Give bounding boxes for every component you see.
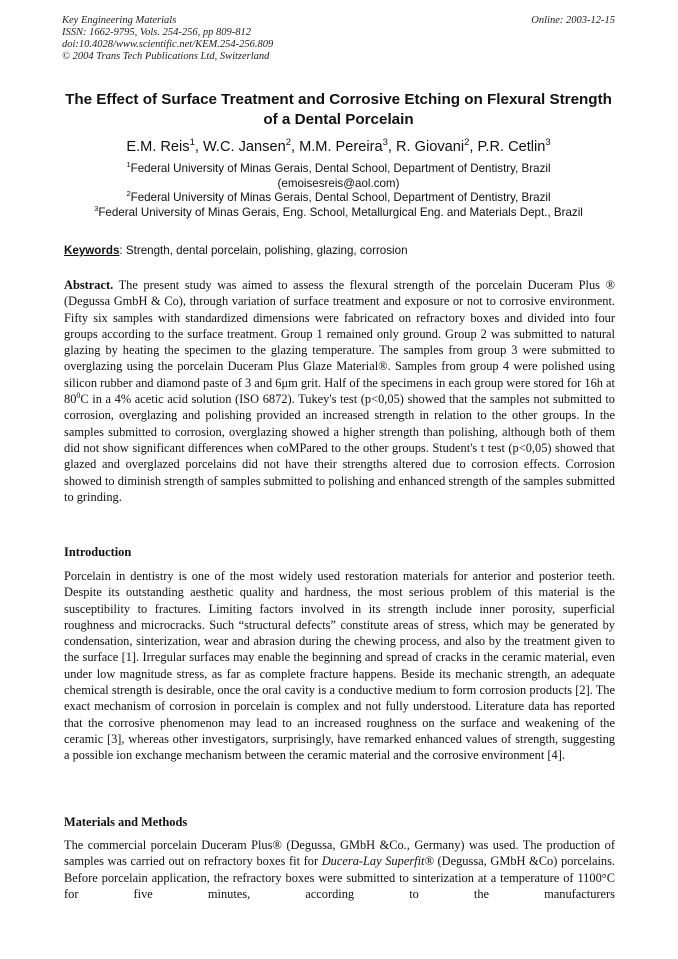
keywords-text: Strength, dental porcelain, polishing, glazing, corrosion [125, 244, 408, 257]
product-name: Ducera-Lay Superfit® [321, 854, 434, 869]
author: P.R. Cetlin$^3$ [477, 137, 551, 155]
keywords-label: Keywords [64, 244, 120, 257]
paper-title: The Effect of Surface Treatment and Corrosive Etching on Flexural Strength of a Dental Porcelain [65, 91, 612, 128]
journal-name: Key Engineering Materials [62, 15, 177, 26]
contact-email: (emoisesreis@aol.com) [277, 176, 400, 190]
abstract-label: Abstract. [64, 278, 114, 292]
keywords: Keywords: Strength, dental porcelain, polishing, glazing, corrosion [64, 244, 408, 257]
journal-header [62, 15, 615, 63]
affiliation: $^3$Federal University of Minas Gerais, Eng. School, Metallurgical Eng. and Materials Dept., Brazil [94, 203, 583, 219]
abstract-text-cont: C in a 4% acetic acid solution (ISO 6872). Tukey's test (p<0,05) showed that the samples not submitted to corrosion, overglazing and polishing provided an increased strength in relation to the other groups. In the samples submitted to corrosion, overglazing showed a higher strength than polishing, although both of them did not show significant differences when coMPared to the other groups. Student's t test (p<0,05) showed that glazed and overglazed porcelains did not have their strengths altered due to corrosion effects. Corrosion showed to diminish strength of samples submitted to polishing and enhanced strength of the samples submitted to grinding. [64, 392, 615, 504]
abstract [64, 277, 615, 505]
author: E.M. Reis$^1$ [126, 137, 195, 155]
author: W.C. Jansen$^2$ [202, 137, 291, 155]
affiliation: $^1$Federal University of Minas Gerais, Dental School, Department of Dentistry, Brazil [126, 160, 551, 175]
doi-line: doi:10.4028/www.scientific.net/KEM.254-256.809 [62, 39, 274, 50]
issn-line: ISSN: 1662-9795, Vols. 254-256, pp 809-812 [62, 27, 251, 38]
affiliations [62, 162, 615, 220]
methods-heading: Materials and Methods [64, 815, 188, 829]
online-date: Online: 2003-12-15 [531, 15, 615, 26]
author-list: E.M. Reis$^1$, W.C. Jansen$^2$, M.M. Pereira$^3$, R. Giovani$^2$, P.R. Cetlin$^3$ [126, 137, 551, 155]
methods-text: The commercial porcelain Duceram Plus® (Degussa, GMbH &Co., Germany) was used. The production of samples was carried out on refractory boxes fit for Ducera-Lay Superfit® (Degussa, GMbH &Co) porcelains. Before porcelain application, the refractory boxes were submitted to sinterization at a temperature of 1100°C for five minutes, according to the manufacturers [64, 838, 616, 901]
affiliation: $^2$Federal University of Minas Gerais, Dental School, Department of Dentistry, Brazil [126, 189, 551, 205]
author: R. Giovani$^2$ [396, 137, 470, 155]
copyright-line: © 2004 Trans Tech Publications Ltd, Switzerland [62, 51, 270, 62]
introduction-heading: Introduction [64, 545, 132, 559]
abstract-text: The present study was aimed to assess the flexural strength of the porcelain Duceram Plus ® (Degussa GmbH & Co), through variation of surface treatment and exposure or not to corrosive environment. Fifty six samples with standardized dimensions were fabricated on refractory boxes and divided into four groups according to the surface treatment. Group 1 remained only ground. Group 2 was submitted to natural glazing by heating the specimen to the glazing temperature. The samples from group 3 were submitted to overglazing using the porcelain Duceram Plus Glaze Material®. Samples from group 4 were polished using silicon rubber and diamond paste of 3 and 6μm grit. Half of the specimens in each group were stored for 16h at 80 [64, 278, 615, 407]
degree-sup: 0 [76, 390, 81, 400]
author: M.M. Pereira$^3$ [299, 137, 388, 155]
introduction-text: Porcelain in dentistry is one of the most widely used restoration materials for anterior and posterior teeth. Despite its outstanding aesthetic quality and hardness, the most serious problem of this material is the susceptibility to fractures. Limiting factors involved in its strength include inner porosity, superficial roughness and microcracks. Such “structural defects” constitute areas of stress, which may be generated by condensation, sinterization, wear and abrasion during the chewing process, and also by the treatment given to the surface [1]. Irregular surfaces may enable the beginning and spread of cracks in the ceramic material, even under low magnitude stress, as far as complete fracture happens. Beside its mechanic strength, an adequate chemical strength is desirable, once the oral cavity is a conductive medium to form corrosion products [2]. The exact mechanism of corrosion in porcelain is complex and not fully understood. Literature data has reported that the corrosive phenomenon may lead to an increased roughness on the surface and weakening of the ceramic [3], whereas other investigators, surprisingly, have remarked enhanced values of strength, suggesting a possible ion exchange mechanism between the ceramic material and the corrosive environment [4]. [64, 569, 615, 763]
